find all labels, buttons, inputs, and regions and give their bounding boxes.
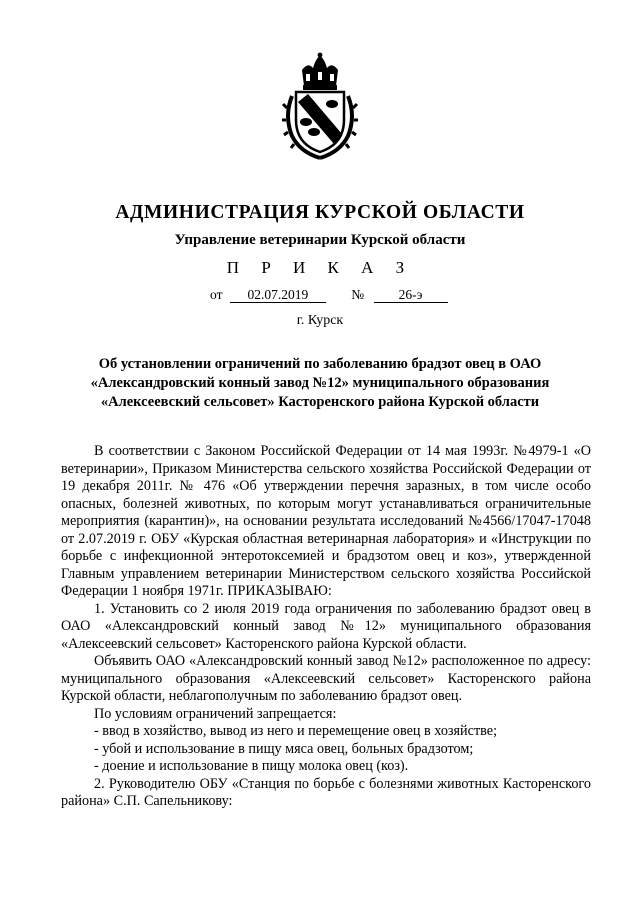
item-2-paragraph: 2. Руководителю ОБУ «Станция по борьбе с болезнями животных Касторенского района» С.П. Сапельникову: (61, 775, 591, 809)
restriction-item: - убой и использование в пищу мяса овец, больных брадзотом; (94, 740, 474, 757)
restriction-item: - доение и использование в пищу молока овец (коз). (94, 758, 409, 774)
declare-paragraph: Объявить ОАО «Александровский конный завод №12» расположенное по адресу: муниципального образования «Алексеевский сельсовет» Касторенского района Курской области, неблагополучным по заболеванию брадзот овец. (61, 653, 591, 704)
document-type: П Р И К А З (226, 258, 414, 277)
date-prefix: от (210, 287, 223, 302)
order-date-number (210, 287, 448, 303)
order-number: 26-э (374, 288, 448, 303)
number-prefix: № (351, 287, 365, 302)
intro-paragraph: В соответствии с Законом Российской Федерации от 14 мая 1993г. №4979-1 «О ветеринарии», Приказом Министерства сельского хозяйства Российской Федерации от 19 декабря 2011г. № 476 «Об утверждении перечня заразных, в том числе особо опасных, болезней животных, по которым могут устанавливаться ограничительные мероприятия (карантин)», на основании результата исследований №4566/17047-17048 от 2.07.2019 г. ОБУ «Курская областная ветеринарная лаборатория» и «Инструкции по борьбе с инфекционной энтеротоксемией и брадзотом овец и коз», утвержденной Главным управлением ветеринарии Министерством сельского хозяйства Российской Федерации 1 ноября 1971г. ПРИКАЗЫВАЮ: (61, 443, 591, 599)
department-title: Управление ветеринарии Курской области (174, 232, 466, 248)
coat-of-arms-icon (282, 52, 358, 162)
order-date: 02.07.2019 (230, 288, 326, 303)
restriction-item: - ввод в хозяйство, вывод из него и перемещение овец в хозяйстве; (94, 723, 498, 739)
organization-title: АДМИНИСТРАЦИЯ КУРСКОЙ ОБЛАСТИ (115, 202, 525, 223)
restrictions-intro: По условиям ограничений запрещается: (94, 705, 337, 722)
item-1-paragraph: 1. Установить со 2 июля 2019 года ограничения по заболеванию брадзот овец в ОАО «Александровский конный завод №12» муниципального образования «Алексеевский сельсовет» Касторенского района Курской области. (61, 600, 591, 652)
order-subject: Об установлении ограничений по заболеванию брадзот овец в ОАО «Александровский конный завод №12» муниципального образования «Алексеевский сельсовет» Касторенского района Курской области (90, 356, 550, 410)
city: г. Курск (296, 313, 344, 328)
order-body (61, 443, 591, 811)
